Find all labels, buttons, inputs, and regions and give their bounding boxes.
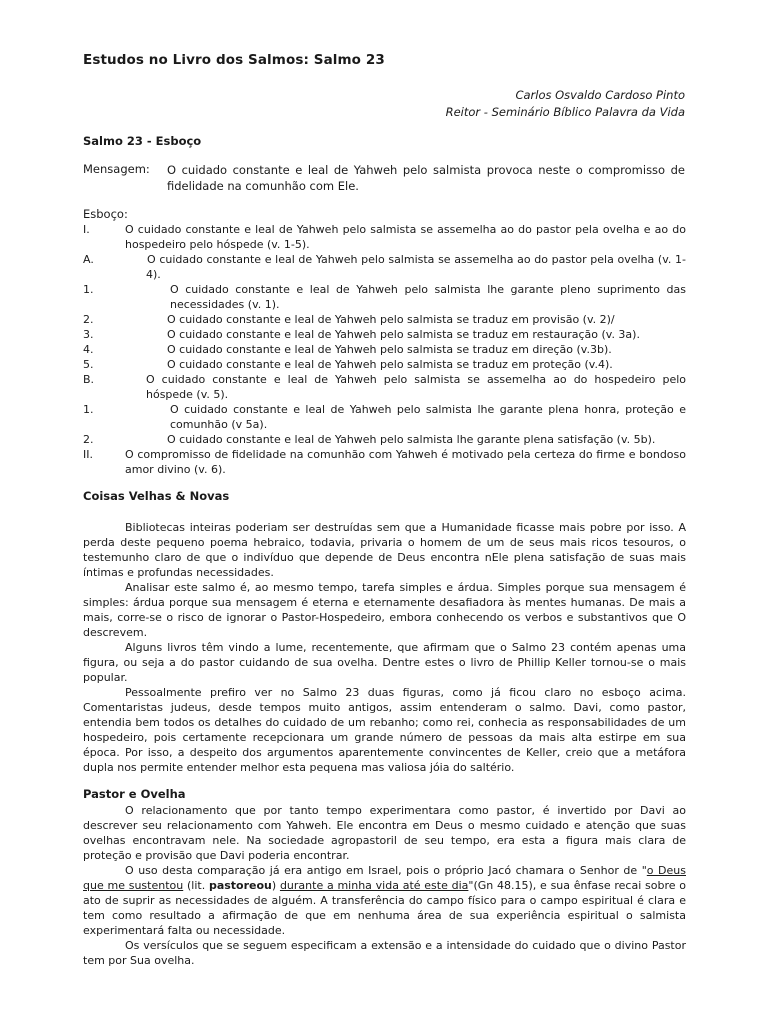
section-heading-coisas: Coisas Velhas & Novas <box>83 489 230 503</box>
outline-item <box>83 432 686 447</box>
author-role: Reitor - Seminário Bíblico Palavra da Vida <box>445 105 685 119</box>
outline-marker: A. <box>83 253 94 266</box>
outline-text: O cuidado constante e leal de Yahweh pelo salmista lhe garante plena satisfação (v. 5b). <box>167 433 656 446</box>
outline-item <box>83 357 686 372</box>
outline-item <box>83 252 686 282</box>
paragraph <box>83 863 686 938</box>
outline-marker: 1. <box>83 403 94 416</box>
outline-text: O cuidado constante e leal de Yahweh pelo salmista se assemelha ao do pastor pela ovelha (v. 1-4). <box>146 253 686 281</box>
paragraph-text: ) <box>271 879 280 892</box>
outline-marker: 2. <box>83 433 94 446</box>
outline-text: O cuidado constante e leal de Yahweh pelo salmista se assemelha ao do hospedeiro pelo hóspede (v. 5). <box>146 373 686 401</box>
outline-label: Esboço: <box>83 207 128 221</box>
author-name: Carlos Osvaldo Cardoso Pinto <box>515 88 685 102</box>
outline-text: O cuidado constante e leal de Yahweh pelo salmista se assemelha ao do pastor pela ovelha e ao do hospedeiro pelo hóspede (v. 1-5). <box>125 223 686 251</box>
outline-item <box>83 402 686 432</box>
paragraph-text: O uso desta comparação já era antigo em Israel, pois o próprio Jacó chamara o Senhor de " <box>125 864 647 877</box>
paragraph: Pessoalmente prefiro ver no Salmo 23 duas figuras, como já ficou claro no esboço acima. Comentaristas judeus, desde tempos muito antigos, assim entenderam o salmo. Davi, como pastor, entendia bem todos os detalhes do cuidado de um rebanho; como rei, conhecia as responsabilidades de um hospedeiro, pois certamente recepcionara um grande número de pessoas da mais alta estirpe em sua época. Por isso, a despeito dos argumentos aparentemente convincentes de Keller, creio que a metáfora dupla nos permite entender melhor esta pequena mas valiosa jóia do saltério. <box>83 686 686 774</box>
outline-marker: 4. <box>83 343 94 356</box>
outline-marker: B. <box>83 373 95 386</box>
outline-text: O cuidado constante e leal de Yahweh pelo salmista lhe garante plena honra, proteção e comunhão (v 5a). <box>170 403 686 431</box>
outline-marker: II. <box>83 448 93 461</box>
document-title: Estudos no Livro dos Salmos: Salmo 23 <box>83 52 385 68</box>
outline-item <box>83 312 686 327</box>
outline-marker: 1. <box>83 283 94 296</box>
paragraph: Bibliotecas inteiras poderiam ser destruídas sem que a Humanidade ficasse mais pobre por isso. A perda deste pequeno poema hebraico, todavia, privaria o homem de um de seus mais ricos tesouros, o testemunho claro de que o indivíduo que depende de Deus encontra nEle plena satisfação de suas mais íntimas e profundas necessidades. <box>83 521 686 579</box>
outline-heading: Salmo 23 - Esboço <box>83 134 202 148</box>
outline-text: O compromisso de fidelidade na comunhão com Yahweh é motivado pela certeza do firme e bondoso amor divino (v. 6). <box>125 448 686 476</box>
paragraph-text: (lit. <box>183 879 209 892</box>
outline-text: O cuidado constante e leal de Yahweh pelo salmista se traduz em restauração (v. 3a). <box>167 328 640 341</box>
quote-bold: pastoreou <box>208 879 272 892</box>
outline-marker: 2. <box>83 313 94 326</box>
paragraph: Alguns livros têm vindo a lume, recentemente, que afirmam que o Salmo 23 contém apenas uma figura, ou seja a do pastor cuidando de sua ovelha. Dentre estes o livro de Phillip Keller tornou-se o mais popular. <box>83 641 686 684</box>
outline-item <box>83 327 686 342</box>
paragraph: Os versículos que se seguem especificam a extensão e a intensidade do cuidado que o divino Pastor tem por Sua ovelha. <box>83 939 686 967</box>
outline-item <box>83 447 686 477</box>
section-body-coisas <box>83 520 686 775</box>
message-label: Mensagem: <box>83 162 150 176</box>
quote-underlined: o Deus que me sustentou <box>83 864 686 892</box>
outline-item <box>83 372 686 402</box>
outline-item <box>83 222 686 252</box>
outline-text: O cuidado constante e leal de Yahweh pelo salmista se traduz em direção (v.3b). <box>167 343 612 356</box>
section-body-pastor <box>83 803 686 968</box>
quote-underlined: durante a minha vida até este dia <box>279 879 469 892</box>
outline-marker: I. <box>83 223 90 236</box>
outline-text: O cuidado constante e leal de Yahweh pelo salmista se traduz em provisão (v. 2)/ <box>167 313 615 326</box>
message-text: O cuidado constante e leal de Yahweh pelo salmista provoca neste o compromisso de fidelidade na comunhão com Ele. <box>167 163 685 193</box>
paragraph: Analisar este salmo é, ao mesmo tempo, tarefa simples e árdua. Simples porque sua mensagem é simples: árdua porque sua mensagem é eterna e eternamente desafiadora às mentes humanas. De mais a mais, corre-se o risco de ignorar o Pastor-Hospedeiro, embora conhecendo os verbos e substantivos que O descrevem. <box>83 581 686 639</box>
section-heading-pastor: Pastor e Ovelha <box>83 787 186 801</box>
outline-text: O cuidado constante e leal de Yahweh pelo salmista se traduz em proteção (v.4). <box>167 358 613 371</box>
outline-item <box>83 282 686 312</box>
outline-list <box>83 222 686 477</box>
paragraph-text: "(Gn 48.15), e sua ênfase recai sobre o ato de suprir as necessidades de alguém. A transferência do campo físico para o campo espiritual é clara e tem como resultado a afirmação de que em nenhuma área de sua experiência espiritual o salmista experimentará falta ou necessidade. <box>83 879 686 937</box>
outline-marker: 3. <box>83 328 94 341</box>
paragraph: O relacionamento que por tanto tempo experimentara como pastor, é invertido por Davi ao descrever seu relacionamento com Yahweh. Ele encontra em Deus o mesmo cuidado e atenção que suas ovelhas encontravam nele. Na sociedade agropastoril de seu tempo, era esta a figura mais clara de proteção e provisão que Davi poderia encontrar. <box>83 804 686 862</box>
outline-marker: 5. <box>83 358 94 371</box>
outline-text: O cuidado constante e leal de Yahweh pelo salmista lhe garante pleno suprimento das necessidades (v. 1). <box>170 283 686 311</box>
outline-item <box>83 342 686 357</box>
